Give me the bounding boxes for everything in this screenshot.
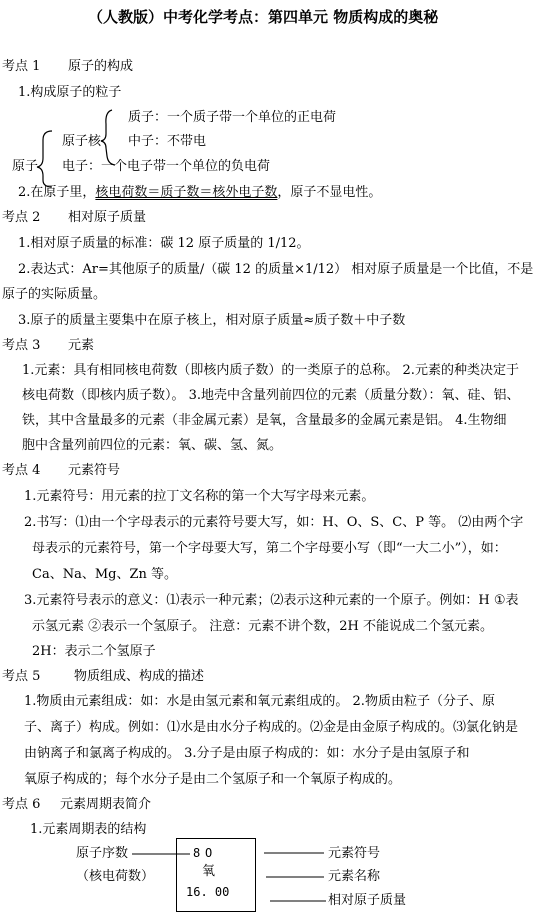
s6-line-1: 1.元素周期表的结构: [30, 822, 147, 837]
s4-line-2: 2.书写：⑴由一个字母表示的元素符号要大写，如：H、O、S、C、P 等。 ⑵由两个字: [24, 515, 524, 530]
atom-label: 原子: [12, 159, 39, 174]
section-6-heading: 元素周期表简介: [60, 797, 152, 812]
section-3-heading: 元素: [68, 338, 95, 353]
s4-line-4: Ca、Na、Mg、Zn 等。: [32, 567, 177, 582]
nucleus-brace: [101, 110, 115, 165]
section-1-number: 考点 1: [2, 59, 41, 74]
s5-line-1: 1.物质由元素组成：如：水是由氢元素和氧元素组成的。 2.物质由粒子（分子、原: [24, 694, 495, 709]
section-5-heading: 物质组成、构成的描述: [74, 669, 205, 684]
s5-line-4: 氧原子构成的；每个水分子是由二个氢原子和一个氧原子构成的。: [24, 772, 402, 787]
s4-line-1: 1.元素符号：用元素的拉丁文名称的第一个大写字母来元素。: [24, 489, 375, 504]
section-6-number: 考点 6: [2, 797, 41, 812]
s3-line-3: 铁，其中含量最多的元素（非金属元素）是氧，含量最多的金属元素是铝。 4.生物细: [22, 413, 507, 428]
element-name-label: 元素名称: [328, 869, 381, 884]
s2-line-2a: 2.表达式：Ar=其他原子的质量/（碳 12 的质量×1/12） 相对原子质量是一个比值，不是: [18, 262, 534, 277]
charge-equation: 核电荷数＝质子数＝核外电子数: [95, 185, 278, 200]
s4-line-5: 3.元素符号表示的意义：⑴表示一种元素；⑵表示这种元素的一个原子。例如：H ①表: [24, 593, 519, 608]
s4-line-3: 母表示的元素符号，第一个字母要大写，第二个字母要小写（即“一大二小”），如：: [32, 541, 507, 556]
atomic-mass-label: 相对原子质量: [328, 893, 407, 908]
s2-line-1: 1.相对原子质量的标准：碳 12 原子质量的 1/12。: [18, 236, 310, 251]
section-2-heading: 相对原子质量: [68, 210, 147, 225]
section-1-heading: 原子的构成: [68, 59, 134, 74]
nuclear-charge-label: （核电荷数）: [76, 869, 155, 884]
cell-atomic-mass: 16. 00: [186, 885, 230, 899]
s4-line-6: 示氢元素 ②表示一个氢原子。 注意：元素不讲个数，2H 不能说成二个氢元素。: [32, 619, 494, 634]
s4-line-7: 2H：表示二个氢原子: [32, 644, 156, 659]
section-5-number: 考点 5: [2, 669, 41, 684]
page-title: （人教版）中考化学考点：第四单元 物质构成的奥秘: [88, 8, 439, 26]
section-4-heading: 元素符号: [68, 463, 121, 478]
s1-line-2-prefix: 2.在原子里，: [18, 185, 96, 200]
s3-line-4: 胞中含量列前四位的元素：氧、碳、氢、氮。: [22, 438, 283, 453]
section-4-number: 考点 4: [2, 463, 41, 478]
section-2-number: 考点 2: [2, 210, 41, 225]
electron-text: 电子：一个电子带一个单位的负电荷: [62, 159, 271, 174]
cell-element-name: 氧: [202, 864, 216, 879]
nucleus-label: 原子核: [62, 134, 102, 149]
s2-line-2b: 原子的实际质量。: [2, 287, 107, 302]
section-3-number: 考点 3: [2, 338, 41, 353]
cell-element-symbol: O: [205, 846, 213, 860]
s3-line-2: 核电荷数（即核内质子数）。 3.地壳中含量列前四位的元素（质量分数）：氧、硅、铝、: [22, 388, 520, 403]
s3-line-1: 1.元素：具有相同核电荷数（即核内质子数）的一类原子的总称。 2.元素的种类决定于: [22, 363, 519, 378]
s5-line-2: 子、离子）构成。例如：⑴水是由水分子构成的。⑵金是由金原子构成的。⑶氯化钠是: [24, 720, 519, 735]
cell-atomic-number: 8: [193, 846, 201, 860]
s1-line-1: 1.构成原子的粒子: [18, 85, 122, 100]
proton-text: 质子：一个质子带一个单位的正电荷: [128, 110, 337, 125]
s1-line-2-suffix: ，原子不显电性。: [277, 185, 382, 200]
neutron-text: 中子：不带电: [128, 134, 207, 149]
atomic-number-label: 原子序数: [76, 846, 129, 861]
atom-brace: [37, 131, 52, 187]
element-symbol-label: 元素符号: [328, 846, 381, 861]
s2-line-3: 3.原子的质量主要集中在原子核上，相对原子质量≈质子数＋中子数: [18, 313, 406, 328]
s5-line-3: 由钠离子和氯离子构成的。 3.分子是由原子构成的：如：水分子是由氢原子和: [24, 746, 470, 761]
